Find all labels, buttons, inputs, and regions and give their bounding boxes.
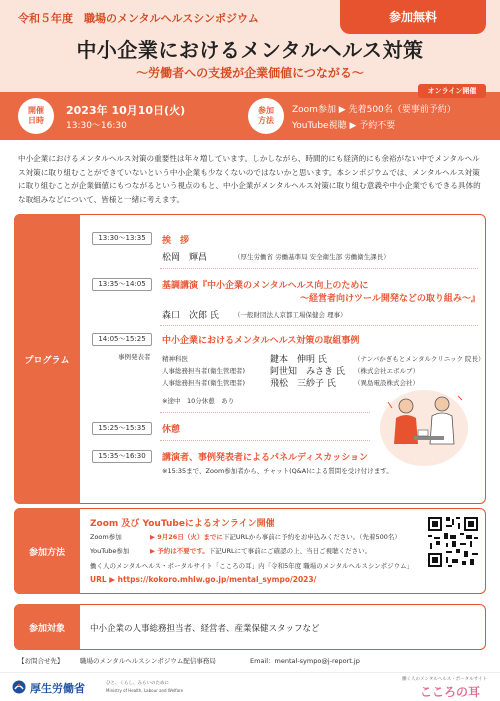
program-item-title: 休憩	[162, 425, 181, 435]
method-label: 参加方法	[14, 508, 80, 594]
contact-email[interactable]: Email：mental-sympo@j-report.jp	[250, 657, 360, 665]
ministry-english: Ministry of Health, Labour and Welfare	[106, 688, 184, 693]
program-item-title: 中小企業におけるメンタルヘルス対策の取組事例	[162, 336, 360, 346]
kokoro-logo: こころの耳	[420, 685, 481, 699]
registration-url[interactable]: URL ▶ https://kokoro.mhlw.go.jp/mental_sympo/2023/	[90, 575, 317, 584]
meeting-illustration	[378, 382, 470, 468]
zoom-label: Zoom参加	[90, 533, 122, 541]
page-title: 中小企業におけるメンタルヘルス対策	[76, 38, 424, 62]
method-title: Zoom 及び YouTubeによるオンライン開催	[90, 519, 275, 529]
info-bar	[0, 92, 500, 140]
case-name: 飛松 三紗子 氏	[270, 379, 336, 389]
ministry-tagline: ひと、くらし、みらいのために	[106, 681, 169, 686]
event-time: 13:30～16:30	[66, 121, 127, 131]
date-circle-label: 開催 日時	[28, 106, 44, 125]
intro-text: 中小企業におけるメンタルヘルス対策の重要性は年々増しています。しかしながら、時間的にも経済的にも余裕がない中でメンタルヘルス対策に取り組むことができていないという中小企業も少なくないのではないかと思います。本シンポジウムでは、メンタルヘルス対策に取り組むことが企業価値にもつながるという視点のもと、中小企業がメンタルヘルス対策に取り組む意義や中小企業でもできる具体的な取組みなどについて、皆様と一緒に考えます。	[18, 154, 481, 204]
contact-org: 職場のメンタルヘルスシンポジウム配信事務局	[80, 657, 216, 665]
event-date: 2023年 10月10日(火)	[66, 104, 186, 117]
zoom-info	[150, 532, 401, 541]
time-slot: 15:25～15:35	[92, 422, 152, 435]
case-role: 人事総務担当者(衛生管理者)	[162, 379, 246, 387]
qr-code-icon[interactable]	[426, 515, 480, 569]
youtube-no-reservation: ▶ 予約は不要です。	[150, 547, 209, 555]
zoom-instruction: 下記URLから事前に予約をお申込みください。（先着500名）	[222, 533, 401, 541]
panel-note: ※15:35まで、Zoom参加者から、チャット(Q&A)による質問を受け付けます。	[162, 467, 393, 475]
series-title: 令和５年度 職場のメンタルヘルスシンポジウム	[18, 12, 259, 25]
speaker-affiliation: （一般財団法人京都工場保健会 理事）	[234, 311, 347, 319]
time-slot: 15:35～16:30	[92, 450, 152, 463]
youtube-label: YouTube参加	[90, 547, 130, 555]
method-zoom: Zoom参加 ▶ 先着500名（要事前予約）	[292, 105, 456, 115]
contact-bar	[0, 654, 500, 668]
speaker-name: 松岡 輝昌	[162, 253, 208, 263]
case-org: （ナンバかぎもとメンタルクリニック 院長）	[354, 355, 485, 363]
time-slot: 13:30～13:35	[92, 232, 152, 245]
program-item-title: 基調講演『中小企業のメンタルヘルス向上のために	[162, 281, 369, 291]
ministry-name: 厚生労働省	[30, 682, 85, 695]
case-name: 鍵本 伸明 氏	[270, 355, 327, 365]
case-role: 精神科医	[162, 355, 188, 363]
program-item-subtitle: ～経営者向けツール開発などの取り組み～』	[300, 294, 480, 304]
target-label: 参加対象	[14, 604, 80, 650]
portal-text: 働く人のメンタルヘルス・ポータルサイト「こころの耳」内「令和5年度 職場のメンタルヘルスシンポジウム」	[90, 562, 414, 570]
method-youtube: YouTube視聴 ▶ 予約不要	[292, 121, 396, 131]
case-presenters-label: 事例発表者	[118, 353, 151, 361]
contact-label: 【お問合せ先】	[18, 657, 64, 665]
divider	[160, 325, 478, 326]
zoom-deadline: ▶ 9月26日（火）までに	[150, 533, 223, 541]
case-org: （異島電設株式会社）	[354, 379, 419, 387]
page-subtitle: ～労働者への支援が企業価値につながる～	[136, 66, 364, 80]
program-item-title: 講演者、事例発表者によるパネルディスカッション	[162, 453, 369, 463]
free-badge: 参加無料	[340, 0, 486, 34]
target-text: 中小企業の人事総務担当者、経営者、産業保健スタッフなど	[90, 624, 320, 634]
method-circle	[248, 98, 284, 134]
break-note: ※途中 10分休憩 あり	[162, 397, 235, 405]
speaker-name: 森口 次郎 氏	[162, 311, 219, 321]
youtube-instruction: 下記URLにて事前にご確認の上、当日ご視聴ください。	[208, 547, 372, 555]
time-slot: 14:05～15:25	[92, 333, 152, 346]
divider	[160, 268, 478, 269]
case-name: 阿世知 みさき 氏	[270, 367, 345, 377]
program-item-title: 挨 拶	[162, 236, 190, 246]
online-badge: オンライン開催	[418, 84, 486, 98]
youtube-info	[150, 546, 371, 555]
case-role: 人事総務担当者(衛生管理者)	[162, 367, 246, 375]
divider	[160, 440, 370, 441]
divider	[160, 412, 370, 413]
ministry-logo-icon	[12, 680, 26, 694]
speaker-affiliation: （厚生労働省 労働基準局 安全衛生部 労働衛生課長）	[234, 253, 390, 261]
case-org: （株式会社エボルブ）	[354, 367, 420, 375]
date-circle	[18, 98, 54, 134]
time-slot: 13:35～14:05	[92, 278, 152, 291]
program-label: プログラム	[14, 214, 80, 504]
portal-tagline: 働く人のメンタルヘルス・ポータルサイト	[402, 677, 487, 682]
method-circle-label: 参加 方法	[258, 106, 274, 125]
